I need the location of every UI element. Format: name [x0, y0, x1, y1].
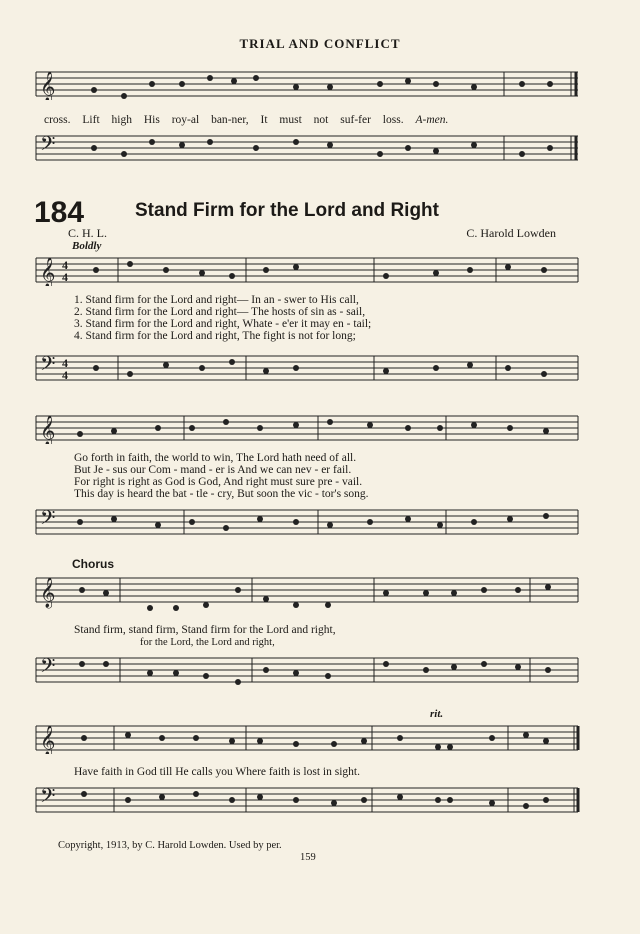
treble-staff: [34, 576, 580, 607]
bass-staff: [34, 656, 580, 684]
verse-4-line-b: This day is heard the bat - tle - cry, But soon the vic - tor's song.: [74, 488, 369, 500]
svg-text:𝄞: 𝄞: [40, 72, 56, 100]
chorus-alto-line: for the Lord, the Lord and right,: [140, 637, 275, 648]
bass-staff: [34, 508, 580, 536]
verse-3-line-a: 3. Stand firm for the Lord and right, Whate - e'er it may en - tail;: [74, 318, 372, 330]
verse-4-line-a: 4. Stand firm for the Lord and right, The fight is not for long;: [74, 330, 356, 342]
svg-text:𝄢: 𝄢: [40, 656, 56, 682]
svg-text:𝄞: 𝄞: [40, 258, 56, 286]
chorus-line-2: Have faith in God till He calls you Where faith is lost in sight.: [74, 766, 360, 778]
page-number: 159: [300, 852, 316, 863]
tempo-marking: Boldly: [72, 240, 102, 252]
svg-text:4: 4: [62, 368, 68, 382]
svg-text:𝄢: 𝄢: [40, 134, 56, 160]
copyright-notice: Copyright, 1913, by C. Harold Lowden. Used by per.: [58, 840, 282, 851]
staff-lines: [34, 508, 580, 538]
running-head: TRIAL AND CONFLICT: [239, 36, 401, 51]
treble-staff: [34, 414, 580, 442]
svg-text:4: 4: [62, 270, 68, 284]
hymn-title: Stand Firm for the Lord and Right: [135, 200, 439, 221]
bass-staff: [34, 786, 580, 814]
chorus-label: Chorus: [72, 557, 114, 571]
hymn-number: 184: [34, 196, 85, 229]
verse-1-line-a: 1. Stand firm for the Lord and right— In an - swer to His call,: [74, 294, 359, 306]
staff-lines: [34, 786, 580, 816]
staff-lines: [34, 414, 580, 444]
chorus-line-1: Stand firm, stand firm, Stand firm for the Lord and right,: [74, 624, 336, 636]
treble-staff: [34, 70, 580, 98]
svg-text:𝄢: 𝄢: [40, 786, 56, 812]
staff-lines: [34, 70, 580, 100]
bass-staff: [34, 134, 580, 162]
staff-lines: [34, 354, 580, 384]
treble-staff: [34, 256, 580, 284]
verse-2-line-b: But Je - sus our Com - mand - er is And we can nev - er fail.: [74, 464, 352, 476]
svg-text:4: 4: [62, 356, 68, 370]
composer: C. Harold Lowden: [466, 226, 556, 240]
svg-text:𝄞: 𝄞: [40, 726, 56, 754]
svg-text:𝄞: 𝄞: [40, 578, 56, 607]
staff-lines: [34, 576, 580, 616]
verse-2-line-a: 2. Stand firm for the Lord and right— The hosts of sin as - sail,: [74, 306, 366, 318]
verse-3-line-b: For right is right as God is God, And right must sure pre - vail.: [74, 476, 363, 488]
svg-text:𝄢: 𝄢: [40, 354, 56, 380]
staff-lines: [34, 134, 580, 164]
lyricist: C. H. L.: [68, 226, 107, 240]
svg-text:4: 4: [62, 258, 68, 272]
svg-text:𝄞: 𝄞: [40, 416, 56, 444]
treble-staff: [34, 724, 580, 752]
bass-staff: [34, 354, 580, 382]
staff-lines: [34, 656, 580, 686]
svg-text:𝄢: 𝄢: [40, 508, 56, 534]
ritardando-marking: rit.: [430, 708, 444, 720]
prev-hymn-lyrics: cross. Lift high His roy-al ban-ner, It must not suf-fer loss. A-men.: [44, 114, 449, 126]
staff-lines: [34, 256, 580, 286]
staff-lines: [34, 724, 580, 754]
verse-1-line-b: Go forth in faith, the world to win, The Lord hath need of all.: [74, 452, 357, 464]
